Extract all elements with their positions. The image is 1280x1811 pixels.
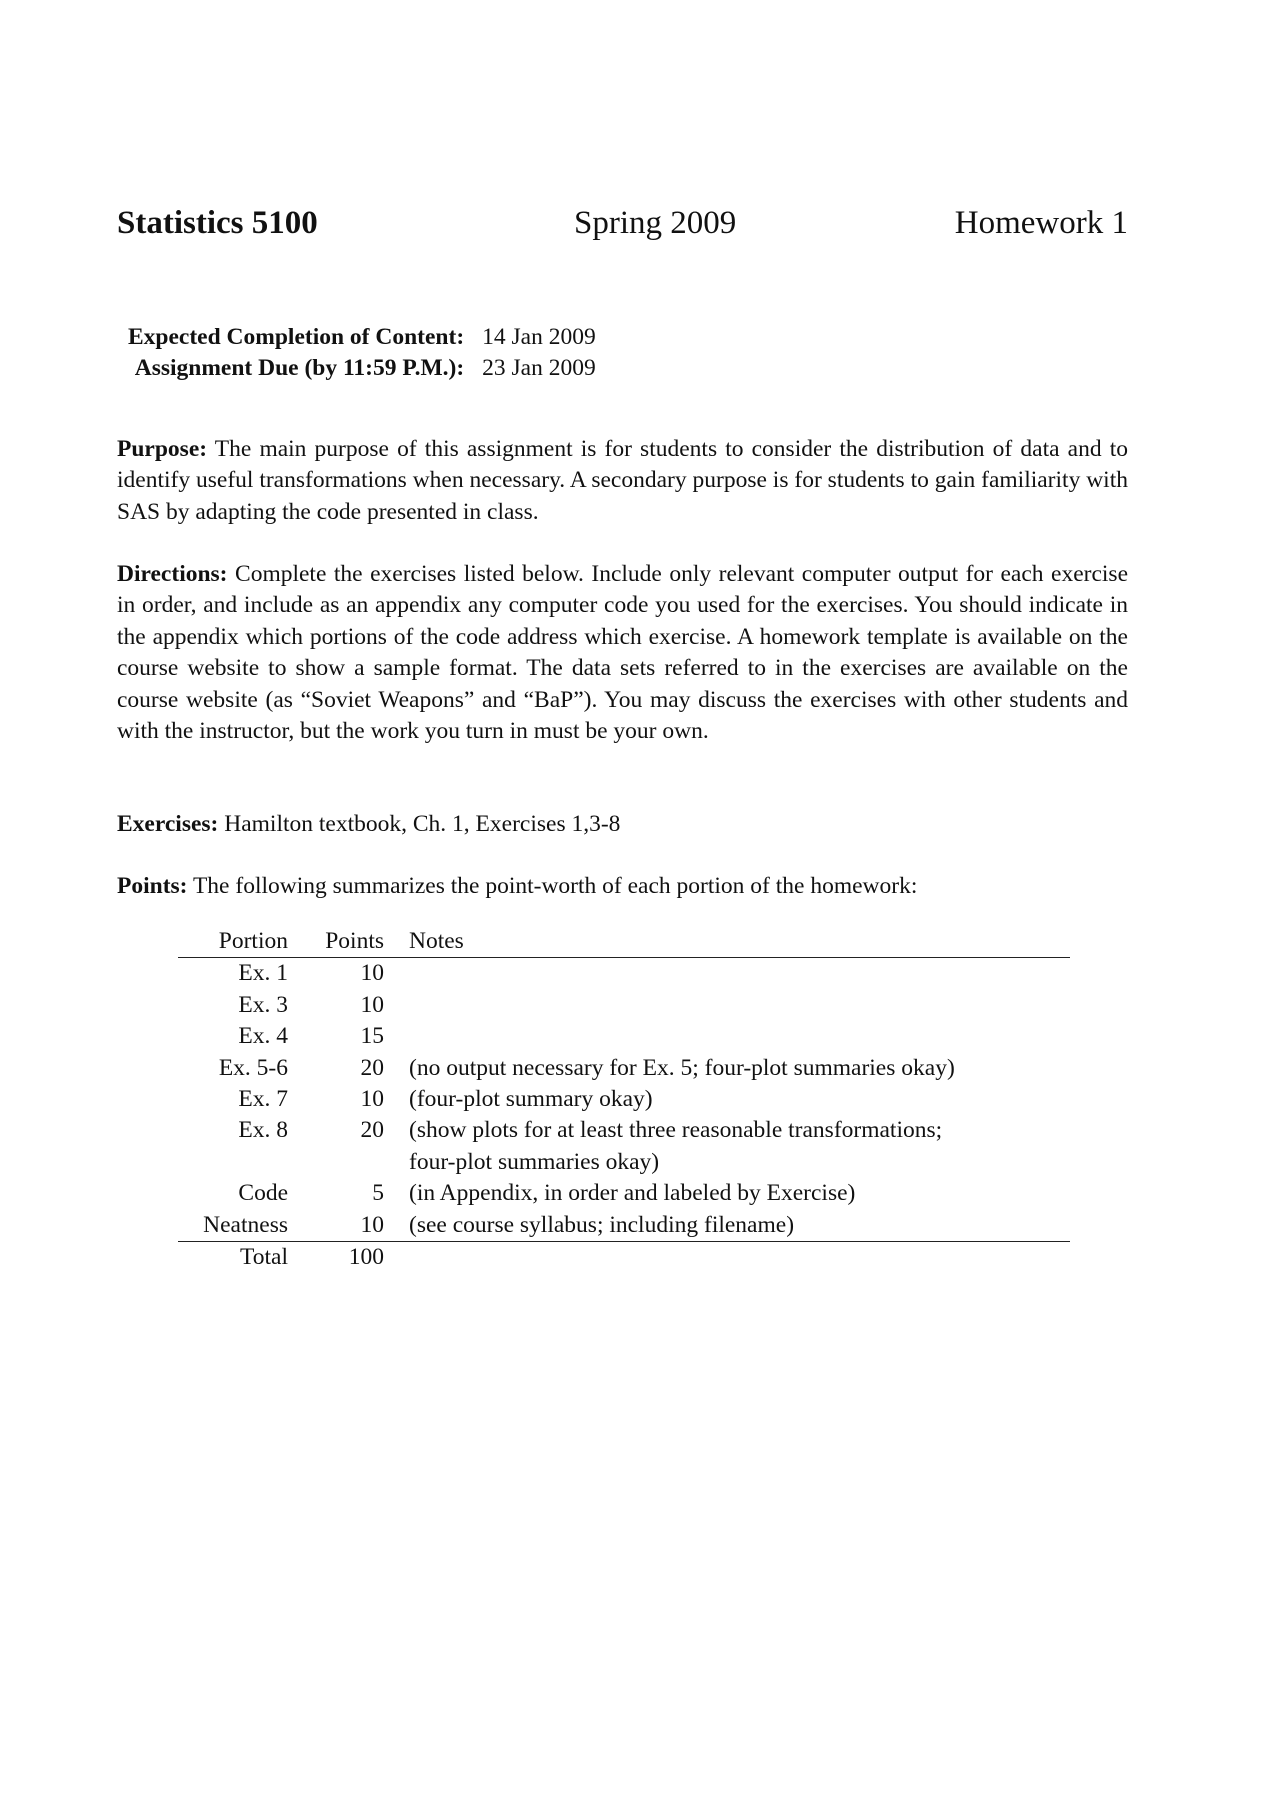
cell-portion: Ex. 5-6	[218, 1054, 288, 1081]
directions-text: Complete the exercises listed below. Include only relevant computer output for each exercise in order, and include as an appendix any computer code you used for the exercises. You should indicate in the appendix which portions of the code address which exercise. A homework template is available on the course website to show a sample format. The data sets referred to in the exercises are available on the course website (as “Soviet Weapons” and “BaP”). You may discuss the exercises with other students and with the instructor, but the work you turn in must be your own.	[117, 561, 1128, 745]
cell-portion: Code	[238, 1180, 288, 1207]
cell-points: 10	[360, 991, 384, 1018]
cell-points: 10	[360, 960, 384, 987]
directions-paragraph	[117, 559, 1128, 747]
exercises-paragraph	[117, 809, 1128, 840]
cell-points: 15	[360, 1023, 384, 1050]
cell-portion: Ex. 8	[238, 1117, 288, 1144]
table-header-row	[178, 926, 1070, 958]
cell-notes: (see course syllabus; including filename)	[409, 1211, 795, 1238]
date-value: 14 Jan 2009	[482, 324, 596, 350]
course-title: Statistics 5100	[117, 205, 318, 241]
column-header-points: Points	[325, 928, 384, 954]
dates-table	[128, 322, 604, 385]
cell-notes	[384, 990, 1070, 1021]
cell-notes: (no output necessary for Ex. 5; four-plot summaries okay)	[409, 1054, 955, 1081]
cell-notes	[384, 1021, 1070, 1052]
directions-label: Directions:	[117, 561, 228, 587]
cell-points: 20	[360, 1054, 384, 1081]
purpose-label: Purpose:	[117, 436, 208, 462]
cell-portion: Ex. 4	[238, 1023, 288, 1050]
cell-portion	[178, 1147, 288, 1178]
date-label: Expected Completion of Content:	[128, 324, 465, 350]
points-paragraph	[117, 871, 1128, 902]
column-header-notes: Notes	[409, 928, 464, 954]
table-row	[178, 1147, 1070, 1178]
cell-points: 5	[372, 1180, 384, 1207]
assignment-title: Homework 1	[954, 205, 1128, 241]
date-row	[128, 353, 604, 384]
term: Spring 2009	[574, 205, 737, 241]
table-row	[178, 1084, 1070, 1115]
total-label: Total	[240, 1244, 288, 1271]
cell-portion: Ex. 1	[238, 960, 288, 987]
points-label: Points:	[117, 873, 188, 899]
exercises-label: Exercises:	[117, 811, 219, 837]
total-points: 100	[348, 1244, 384, 1271]
date-value: 23 Jan 2009	[482, 355, 596, 382]
table-row	[178, 990, 1070, 1021]
date-label: Assignment Due (by 11:59 P.M.):	[134, 355, 465, 382]
table-row	[178, 1021, 1070, 1052]
cell-portion: Neatness	[203, 1211, 288, 1238]
cell-points	[288, 1147, 384, 1178]
column-header-portion: Portion	[218, 928, 288, 954]
cell-portion: Ex. 3	[238, 991, 288, 1018]
purpose-text: The main purpose of this assignment is for students to consider the distribution of data and to identify useful transformations when necessary. A secondary purpose is for students to gain familiarity with SAS by adapting the code presented in class.	[117, 436, 1128, 525]
cell-points: 20	[360, 1117, 384, 1144]
table-row	[178, 958, 1070, 990]
total-row	[178, 1242, 1070, 1274]
cell-notes: (four-plot summary okay)	[409, 1086, 653, 1113]
cell-points: 10	[360, 1211, 384, 1238]
exercises-text: Hamilton textbook, Ch. 1, Exercises 1,3-8	[224, 811, 621, 837]
cell-points: 10	[360, 1086, 384, 1113]
table-row	[178, 1178, 1070, 1209]
date-row	[128, 322, 604, 353]
table-row	[178, 1210, 1070, 1242]
points-text: The following summarizes the point-worth of each portion of the homework:	[192, 873, 918, 899]
cell-notes: four-plot summaries okay)	[409, 1148, 660, 1175]
table-row	[178, 1115, 1070, 1146]
points-table	[178, 926, 1070, 1273]
purpose-paragraph	[117, 434, 1128, 528]
cell-notes: (show plots for at least three reasonable transformations;	[409, 1117, 943, 1144]
cell-notes	[384, 958, 1070, 990]
cell-portion: Ex. 7	[238, 1086, 288, 1113]
table-row	[178, 1053, 1070, 1084]
cell-notes: (in Appendix, in order and labeled by Exercise)	[409, 1180, 856, 1207]
